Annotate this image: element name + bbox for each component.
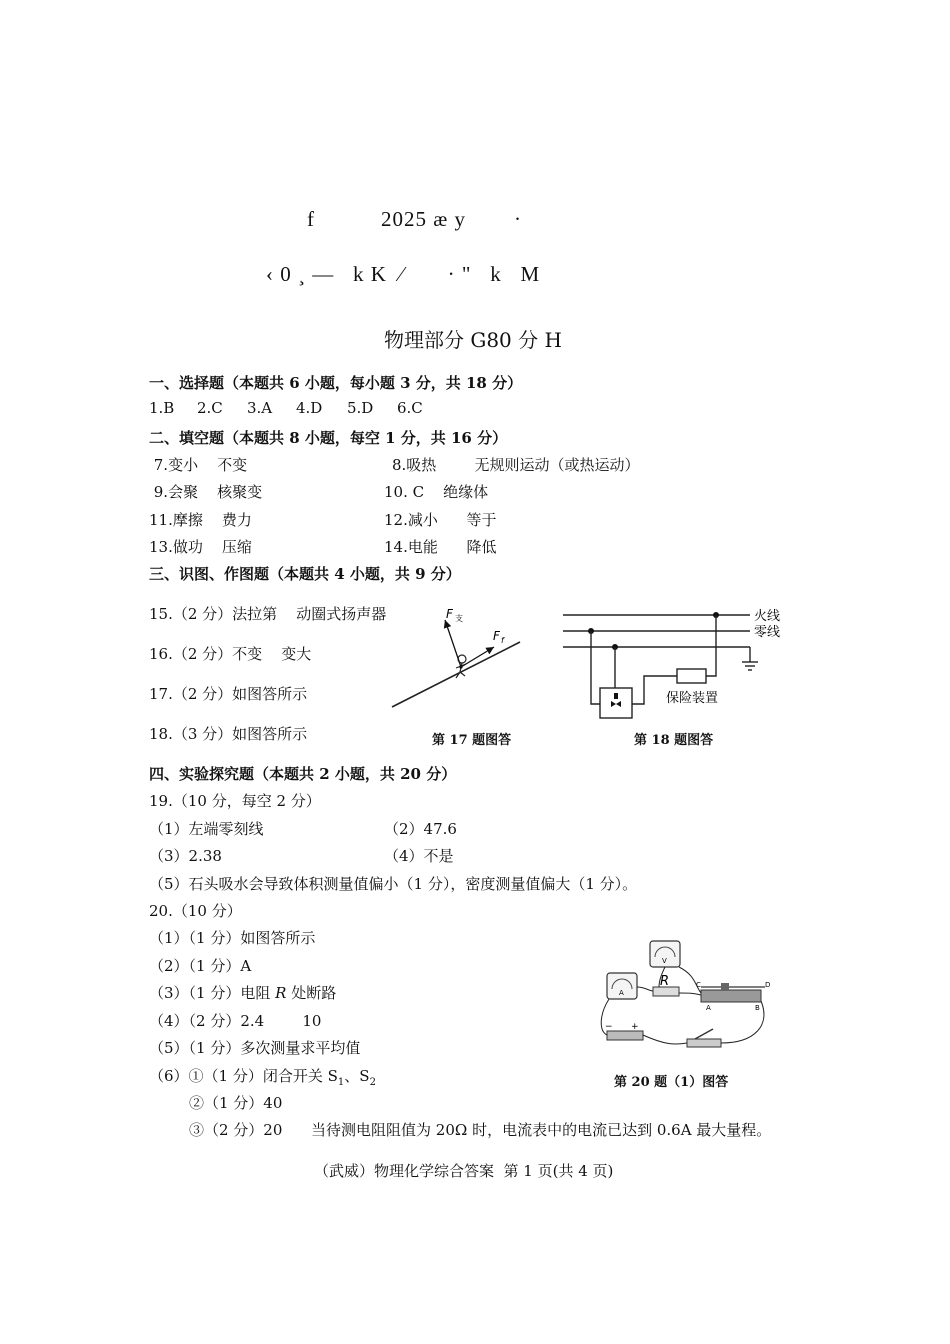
- page-title: 物理部分 G80 分 H: [384, 328, 562, 352]
- rheostat-b: B: [755, 1004, 760, 1012]
- switch-icon: [687, 1039, 721, 1047]
- fill-item-11: 11.摩擦 费力: [149, 511, 252, 529]
- q20-answer-4: （4）（2 分）2.4 10: [149, 1012, 322, 1030]
- q19-answer-5: （5）石头吸水会导致体积测量值偏小（1 分），密度测量值偏大（1 分）。: [149, 875, 638, 893]
- section4-heading: 四、实验探究题（本题共 2 小题，共 20 分）: [149, 765, 457, 783]
- section1-heading: 一、选择题（本题共 6 小题，每小题 3 分，共 18 分）: [149, 374, 523, 392]
- draw-item-18: 18.（3 分）如图答所示: [149, 725, 308, 743]
- figure-18-caption: 第 18 题图答: [634, 733, 714, 748]
- q20-answer-5: （5）（1 分）多次测量求平均值: [149, 1039, 361, 1057]
- fuse-box: [677, 669, 706, 683]
- friction-force-label: F: [493, 629, 500, 643]
- support-force-arrow: [445, 620, 461, 667]
- draw-item-16: 16.（2 分）不变 变大: [149, 645, 312, 663]
- q20-answer-6-1-sub2: 2: [369, 1077, 376, 1088]
- q20-answer-6-3: ③（2 分）20 当待测电阻阻值为 20Ω 时，电流表中的电流已达到 0.6A 最大量程。: [189, 1121, 772, 1139]
- ammeter-letter: A: [619, 989, 624, 997]
- answer-2: 2.C: [197, 399, 223, 417]
- q20-answer-3-var: R: [275, 984, 287, 1002]
- answer-5: 5.D: [347, 399, 374, 417]
- q19-answer-4: （4）不是: [384, 847, 454, 865]
- q20-answer-2: （2）（1 分）A: [149, 957, 252, 975]
- voltmeter-letter: V: [662, 957, 667, 965]
- figure-17-slope-forces: [386, 600, 531, 715]
- fill-item-14: 14.电能 降低: [384, 538, 497, 556]
- q19-answer-1: （1）左端零刻线: [149, 820, 264, 838]
- fuse-label: 保险装置: [666, 691, 719, 706]
- q20-answer-3: [149, 982, 336, 1003]
- rheostat-a: A: [706, 1004, 711, 1012]
- fill-item-13: 13.做功 压缩: [149, 538, 252, 556]
- support-force-sub: 支: [455, 614, 463, 623]
- q20-answer-3-pre: （3）（1 分）电阻: [149, 984, 276, 1002]
- header-garbled-c: ·: [514, 207, 522, 231]
- q20-answer-6-1: [149, 1065, 376, 1088]
- q19-answer-2: （2）47.6: [384, 820, 457, 838]
- section3-heading: 三、识图、作图题（本题共 4 小题，共 9 分）: [149, 565, 461, 583]
- section2-heading: 二、填空题（本题共 8 小题，每空 1 分，共 16 分）: [149, 429, 508, 447]
- answer-4: 4.D: [296, 399, 323, 417]
- answer-1: 1.B: [149, 399, 175, 417]
- q20-answer-6-1-sub1: 1: [337, 1077, 345, 1088]
- q20-answer-6-1-mid: 、S: [344, 1067, 370, 1085]
- draw-item-17: 17.（2 分）如图答所示: [149, 685, 308, 703]
- rheostat-c: C: [696, 981, 701, 989]
- rheostat-d: D: [765, 981, 771, 989]
- q19-answer-3: （3）2.38: [149, 847, 222, 865]
- q20-answer-6-2: ②（1 分）40: [189, 1094, 283, 1112]
- live-wire-label: 火线: [754, 609, 781, 624]
- figure-17-caption: 第 17 题图答: [432, 733, 512, 748]
- fill-item-9: 9.会聚 核聚变: [149, 483, 263, 501]
- figure-18-household-circuit: [555, 600, 795, 725]
- q20-answer-1: （1）（1 分）如图答所示: [149, 929, 316, 947]
- q19-header: 19.（10 分，每空 2 分）: [149, 792, 321, 810]
- q20-header: 20.（10 分）: [149, 902, 242, 920]
- socket-icon: [600, 688, 632, 718]
- q20-answer-3-post: 处断路: [286, 984, 337, 1002]
- fill-item-8: 8.吸热 无规则运动（或热运动）: [392, 456, 640, 474]
- fill-item-7: 7.变小 不变: [149, 456, 248, 474]
- figure-20-circuit-photo: [595, 935, 795, 1060]
- battery-plus: +: [631, 1022, 639, 1032]
- rheostat-icon: [701, 990, 761, 1002]
- support-force-label: F: [446, 607, 453, 621]
- header-garbled-line2: ‹ 0 ¸ — k K ⁄ · " k M: [266, 262, 541, 286]
- battery-icon: [607, 1031, 643, 1040]
- fill-item-12: 12.减小 等于: [384, 511, 497, 529]
- header-garbled-year: 2025 æ y: [381, 207, 467, 231]
- fill-item-10: 10. C 绝缘体: [384, 483, 489, 501]
- answer-6: 6.C: [397, 399, 423, 417]
- figure-20-caption: 第 20 题（1）图答: [614, 1075, 729, 1090]
- draw-item-15: 15.（2 分）法拉第 动圈式扬声器: [149, 605, 387, 623]
- battery-minus: −: [605, 1022, 613, 1032]
- header-garbled-a: f: [307, 207, 315, 231]
- page-footer: （武威）物理化学综合答案 第 1 页(共 4 页): [314, 1162, 614, 1180]
- answer-3: 3.A: [247, 399, 273, 417]
- neutral-wire-label: 零线: [754, 625, 781, 640]
- q20-answer-6-1-pre: （6）①（1 分）闭合开关 S: [149, 1067, 338, 1085]
- friction-force-sub: f: [501, 636, 504, 645]
- resistor-label: R: [660, 974, 670, 989]
